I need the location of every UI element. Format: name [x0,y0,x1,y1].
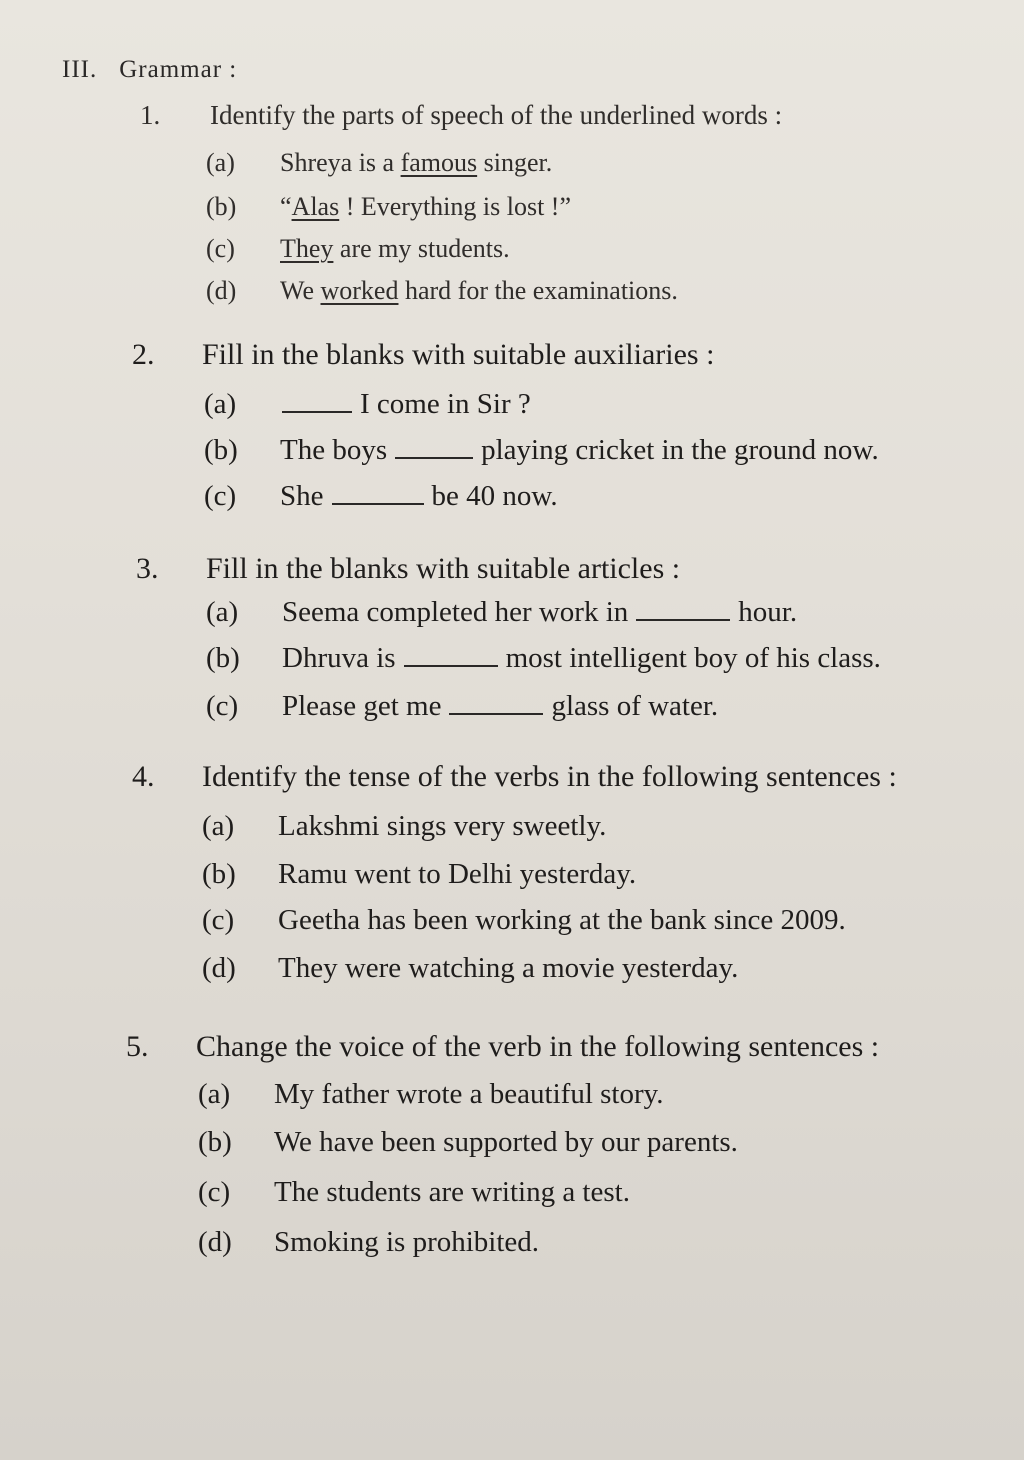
item-text: “ [280,192,292,221]
item-label: (c) [204,480,237,512]
question-2 [132,338,714,372]
item-label: (a) [198,1078,231,1110]
q3-item-a [206,596,797,629]
question-4 [132,760,897,794]
q4-item-a [202,810,606,843]
item-text: The students are writing a test. [274,1176,630,1208]
item-text: be 40 now. [431,480,558,512]
item-text: Ramu went to Delhi yesterday. [278,858,637,890]
answer-blank [395,456,473,459]
question-number: 3. [136,552,159,585]
item-text: hard for the examinations. [398,276,678,305]
item-text: We have been supported by our parents. [274,1126,738,1158]
item-label: (c) [202,904,235,936]
item-label: (b) [206,642,240,674]
item-label: (b) [204,434,238,466]
question-number: 1. [140,100,161,130]
item-label: (d) [206,276,237,305]
question-prompt: Fill in the blanks with suitable auxiliaries : [202,338,715,371]
item-text: glass of water. [551,690,719,722]
item-text: Geetha has been working at the bank since 2009. [278,904,846,936]
question-number: 4. [132,760,155,793]
answer-blank [404,664,498,667]
q2-item-c [204,480,558,513]
q3-item-b [206,642,881,675]
item-text: Smoking is prohibited. [274,1226,540,1258]
item-text: She [280,480,324,512]
section-title: Grammar : [119,56,238,83]
item-label: (a) [206,148,235,177]
item-label: (b) [198,1126,232,1158]
question-prompt: Change the voice of the verb in the following sentences : [196,1030,880,1063]
question-prompt: Identify the parts of speech of the underlined words : [210,100,783,130]
item-text: They were watching a movie yesterday. [278,952,739,984]
q1-item-d [206,276,678,306]
item-label: (b) [202,858,236,890]
item-label: (d) [198,1226,232,1258]
q5-item-b [198,1126,738,1159]
q4-item-c [202,904,846,937]
q1-item-c [206,234,510,264]
q1-item-a [206,148,552,178]
question-5 [126,1030,879,1064]
q3-item-c [206,690,718,723]
q5-item-a [198,1078,664,1111]
answer-blank [332,502,424,505]
item-text: My father wrote a beautiful story. [274,1078,664,1110]
item-text: Lakshmi sings very sweetly. [278,810,607,842]
item-text: We [280,276,321,305]
item-label: (d) [202,952,236,984]
item-label: (a) [206,596,239,628]
question-1 [140,100,782,131]
item-text: Please get me [282,690,442,722]
item-text: playing cricket in the ground now. [481,434,879,466]
question-prompt: Fill in the blanks with suitable articles : [206,552,681,585]
item-text: singer. [477,148,553,177]
item-text: Shreya is a [280,148,401,177]
answer-blank [636,618,730,621]
item-label: (a) [204,388,237,420]
item-label: (a) [202,810,235,842]
item-text: Seema completed her work in [282,596,629,628]
q5-item-c [198,1176,630,1209]
underlined-word: worked [320,276,399,305]
item-text: are my students. [333,234,510,263]
item-text: most intelligent boy of his class. [505,642,881,674]
question-number: 2. [132,338,155,371]
q1-item-b [206,192,571,222]
question-3 [136,552,680,586]
answer-blank [449,712,543,715]
underlined-word: famous [400,148,478,177]
item-label: (b) [206,192,237,221]
section-numeral: III. [62,56,98,83]
section-heading [62,56,237,84]
item-text: ! Everything is lost !” [339,192,572,221]
item-label: (c) [198,1176,231,1208]
item-text: Dhruva is [282,642,396,674]
question-prompt: Identify the tense of the verbs in the following sentences : [202,760,897,793]
item-label: (c) [206,690,239,722]
question-number: 5. [126,1030,149,1063]
q4-item-b [202,858,636,891]
item-text: I come in Sir ? [360,388,531,420]
q4-item-d [202,952,738,985]
q5-item-d [198,1226,539,1259]
item-label: (c) [206,234,235,263]
underlined-word: Alas [291,192,340,221]
item-text: The boys [280,434,388,466]
q2-item-b [204,434,879,467]
item-text: hour. [738,596,798,628]
underlined-word: They [280,234,334,263]
q2-item-a [204,388,531,421]
answer-blank [282,410,352,413]
